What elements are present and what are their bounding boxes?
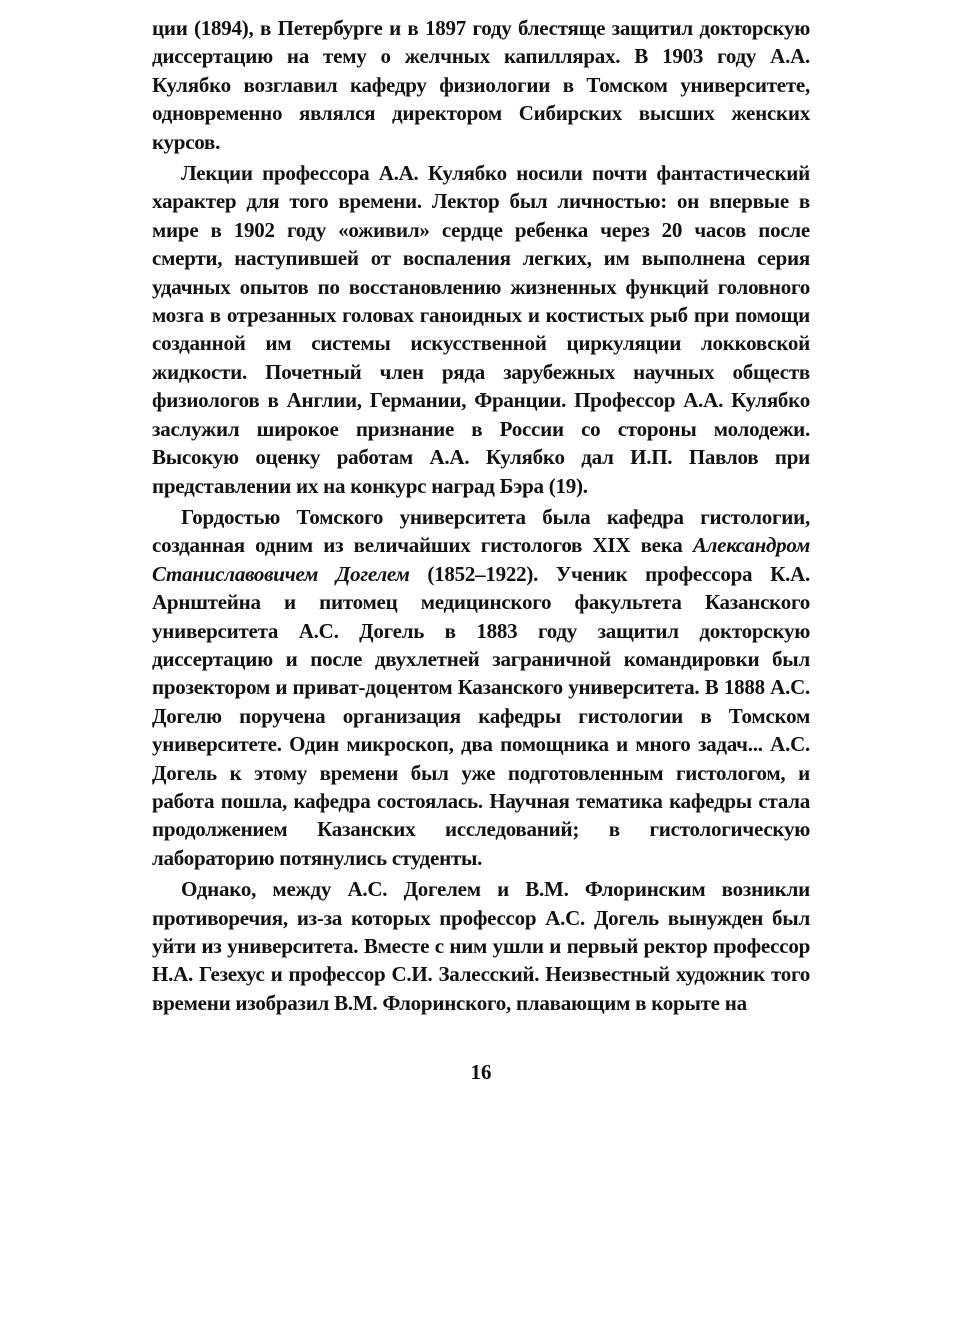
paragraph-text-before-name: Гордостью Томского университета была кафедра гистологии, созданная одним из величайших гистологов XIX века [152,504,810,558]
paragraph-text-after-name: (1852–1922). Ученик профессора К.А. Арнштейна и питомец медицинского факультета Казанского университета А.С. Догель в 1883 году защитил докторскую диссертацию и после двухлетней заграничной командировки был прозектором и приват-доцентом Казанского университета. В 1888 А.С. Догелю поручена организация кафедры гистологии в Томском университете. Один микроскоп, два помощника и много задач... А.С. Догель к этому времени был уже подготовленным гистологом, и работа пошла, кафедра состоялась. Научная тематика кафедры стала продолжением Казанских исследований; в гистологическую лабораторию потянулись студенты. [152,561,810,870]
page-number: 16 [470,1060,492,1084]
paragraph-histology-department [152,503,810,872]
paragraph-kulyabko-lectures: Лекции профессора А.А. Кулябко носили почти фантастический характер для того времени. Лектор был личностью: он впервые в мире в 1902 году «оживил» сердце ребенка через 20 часов после смерти, наступившей от воспаления легких, им выполнена серия удачных опытов по восстановлению жизненных функций головного мозга в отрезанных головах ганоидных и костистых рыб при помощи созданной им системы искусственной циркуляции локковской жидкости. Почетный член ряда зарубежных научных обществ физиологов в Англии, Германии, Франции. Профессор А.А. Кулябко заслужил широкое признание в России со стороны молодежи. Высокую оценку работам А.А. Кулябко дал И.П. Павлов при представлении их на конкурс наград Бэра (19). [152,161,810,498]
highlighted-person-name: Александром Станиславовичем Догелем [152,533,810,586]
paragraph-continuation: ции (1894), в Петербурге и в 1897 году блестяще защитил докторскую диссертацию на тему о желчных капиллярах. В 1903 году А.А. Кулябко возглавил кафедру физиологии в Томском университете, одновременно являлся директором Сибирских высших женских курсов. [152,16,810,154]
paragraph-conflict: Однако, между А.С. Догелем и В.М. Флоринским возникли противоречия, из-за которых профессор А.С. Догель вынужден был уйти из университета. Вместе с ним ушли и первый ректор профессор Н.А. Гезехус и профессор С.И. Залесский. Неизвестный художник того времени изобразил В.М. Флоринского, плавающим в корыте на [152,877,810,1015]
page-body [152,14,810,1017]
